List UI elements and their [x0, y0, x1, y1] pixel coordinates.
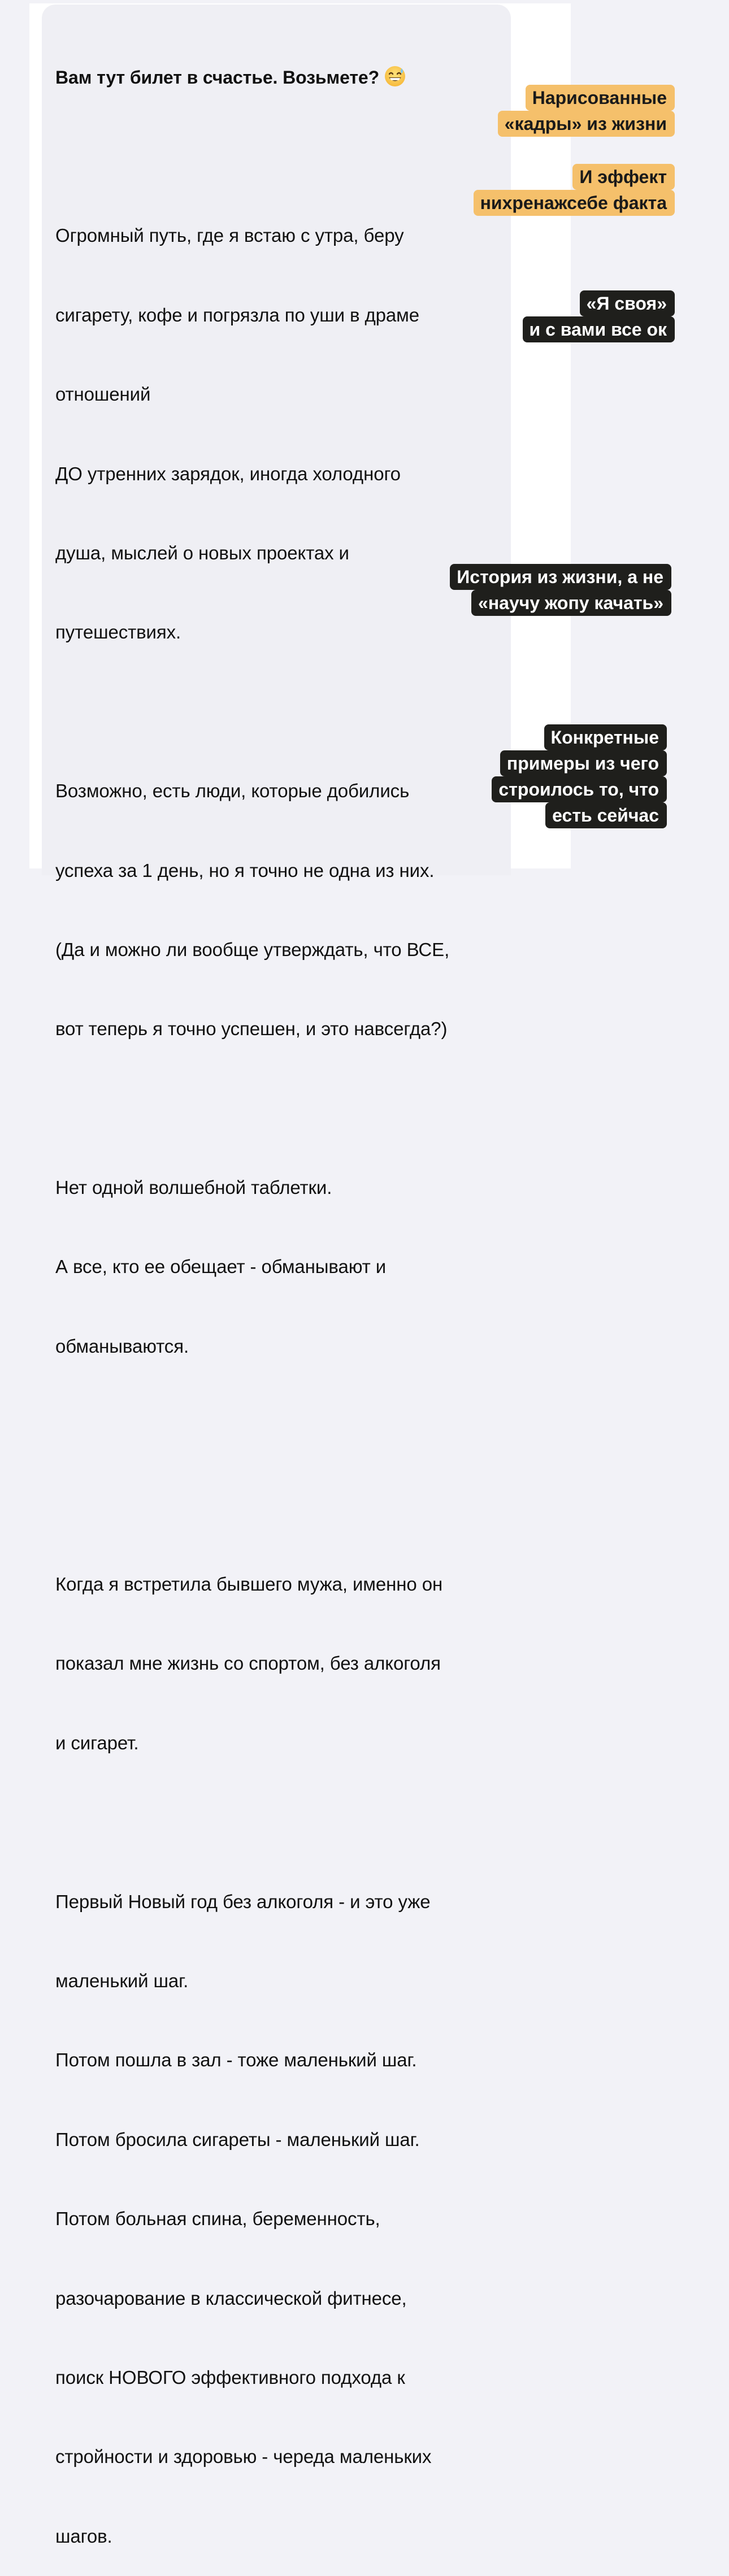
message-line: Первый Новый год без алкоголя - и это уже — [55, 1891, 431, 1912]
message-line — [55, 1096, 507, 1122]
message-line: Возможно, есть люди, которые добились — [55, 780, 410, 802]
message-line: шагов. — [55, 2525, 112, 2547]
message-line — [55, 1492, 507, 1519]
annotation-line: есть сейчас — [545, 802, 667, 828]
message-line: (Да и можно ли вообще утверждать, что ВСЕ, — [55, 939, 450, 960]
message-line: сигарету, кофе и погрязла по уши в драме — [55, 304, 419, 325]
message-line: Потом пошла в зал - тоже маленький шаг. — [55, 2049, 417, 2071]
annotation-line: и с вами все ок — [523, 316, 675, 342]
message-line: поиск НОВОГО эффективного подхода к — [55, 2366, 405, 2388]
message-line — [55, 699, 507, 726]
message-line: стройности и здоровью - череда маленьких — [55, 2446, 432, 2468]
message-line: успеха за 1 день, но я точно не одна из них. — [55, 859, 435, 881]
message-line: Огромный путь, где я встаю с утра, беру — [55, 225, 404, 246]
message-line: Потом больная спина, беременность, — [55, 2208, 380, 2230]
message-line: отношений — [55, 384, 151, 405]
message-line — [55, 1413, 507, 1439]
annotation-line: «кадры» из жизни — [498, 111, 675, 137]
annotation-line: Нарисованные — [526, 85, 675, 111]
message-line: обманываются. — [55, 1335, 189, 1357]
message-line — [55, 144, 507, 170]
annotation-line: История из жизни, а не — [450, 564, 671, 590]
annotation-line: примеры из чего — [500, 750, 667, 776]
message-title — [55, 64, 507, 91]
annotation-line: нихренажсебе факта — [474, 190, 675, 216]
annotation-line: «научу жопу качать» — [471, 590, 671, 616]
annotation-line: строилось то, что — [492, 776, 667, 802]
annotation-life-story — [450, 564, 671, 616]
message-line: Когда я встретила бывшего мужа, именно он — [55, 1574, 443, 1595]
message-line: душа, мыслей о новых проектах и — [55, 542, 349, 563]
annotation-line: Конкретные — [544, 724, 667, 750]
annotation-line: И эффект — [572, 164, 675, 190]
message-text — [55, 11, 507, 2576]
message-line: вот теперь я точно успешен, и это навсегда?) — [55, 1018, 448, 1040]
annotation-im-one-of-you — [523, 290, 675, 342]
message-line: А все, кто ее обещает - обманывают и — [55, 1256, 387, 1278]
annotation-drawn-frames — [498, 85, 675, 137]
message-line: путешествиях. — [55, 622, 181, 643]
message-line: маленький шаг. — [55, 1970, 189, 1991]
annotation-concrete-examples — [492, 724, 667, 828]
annotation-line: «Я своя» — [580, 290, 675, 316]
message-line: показал мне жизнь со спортом, без алкоголя — [55, 1653, 441, 1674]
grinning-face-with-sweat-emoji — [384, 65, 406, 88]
message-line — [55, 1809, 507, 1836]
message-line: разочарование в классической фитнесе, — [55, 2287, 407, 2309]
annotation-wow-fact — [474, 164, 675, 216]
message-title-text: Вам тут билет в счастье. Возьмете? — [55, 67, 380, 88]
message-line: ДО утренних зарядок, иногда холодного — [55, 463, 401, 484]
message-line: Потом бросила сигареты - маленький шаг. — [55, 2128, 420, 2150]
message-line: и сигарет. — [55, 1732, 139, 1753]
message-line: Нет одной волшебной таблетки. — [55, 1177, 332, 1198]
